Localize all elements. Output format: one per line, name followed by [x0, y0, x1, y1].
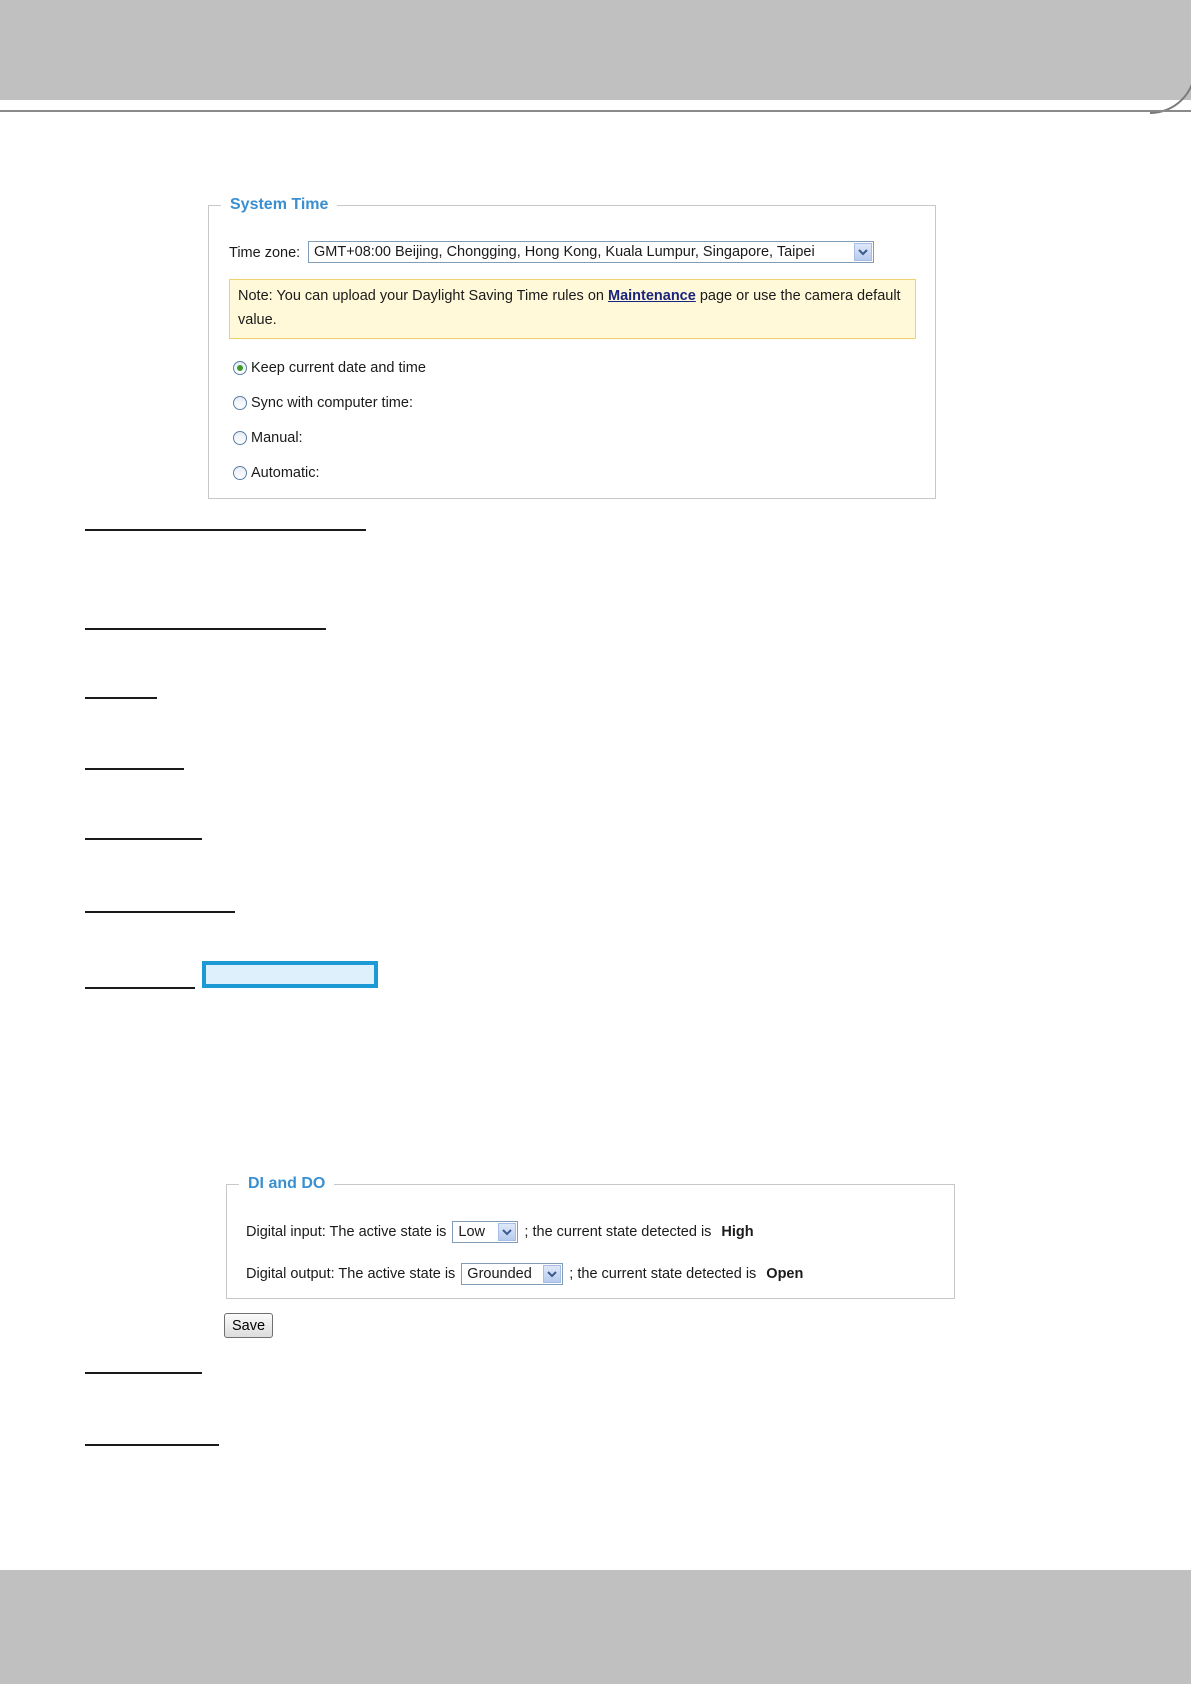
section-heading-underline — [85, 529, 366, 531]
digital-input-value: Low — [458, 1224, 486, 1240]
header-rule — [0, 110, 1191, 112]
di-do-panel — [226, 1175, 955, 1299]
section-heading-underline — [85, 1444, 219, 1446]
di-do-legend: DI and DO — [248, 1175, 326, 1192]
radio-label: Sync with computer time: — [251, 395, 413, 411]
digital-output-select[interactable] — [461, 1263, 563, 1285]
highlighted-field — [202, 961, 378, 988]
time-zone-row — [229, 245, 304, 261]
radio-button[interactable] — [233, 396, 247, 410]
page-corner-decoration — [1150, 0, 1191, 114]
radio-automatic[interactable] — [233, 465, 320, 481]
section-heading-underline — [85, 697, 157, 699]
time-zone-label: Time zone: — [229, 245, 301, 261]
note-suffix: page or use the camera default value. — [238, 288, 901, 328]
section-heading-underline — [85, 628, 326, 630]
chevron-down-icon[interactable] — [854, 243, 872, 261]
system-time-panel — [208, 196, 936, 499]
digital-input-select[interactable] — [452, 1221, 518, 1243]
radio-button[interactable] — [233, 431, 247, 445]
radio-sync-computer[interactable] — [233, 395, 413, 411]
radio-label: Manual: — [251, 430, 303, 446]
digital-output-value: Grounded — [467, 1266, 532, 1282]
page-header-band — [0, 0, 1191, 100]
note-prefix: Note: You can upload your Daylight Saving Time rules on — [238, 288, 608, 304]
section-heading-underline — [85, 1372, 202, 1374]
section-heading-underline — [85, 768, 184, 770]
page-footer-band — [0, 1570, 1191, 1684]
digital-input-row — [246, 1221, 754, 1243]
chevron-down-icon[interactable] — [498, 1223, 516, 1241]
chevron-down-icon[interactable] — [543, 1265, 561, 1283]
section-heading-underline — [85, 987, 195, 989]
dst-note — [229, 279, 916, 339]
radio-keep-current[interactable] — [233, 360, 426, 376]
digital-output-state: Open — [766, 1266, 804, 1282]
digital-output-label: Digital output: The active state is — [246, 1266, 456, 1282]
system-time-legend: System Time — [230, 196, 329, 213]
digital-input-label: Digital input: The active state is — [246, 1224, 447, 1240]
radio-manual[interactable] — [233, 430, 303, 446]
radio-label: Keep current date and time — [251, 360, 426, 376]
maintenance-link[interactable]: Maintenance — [607, 288, 696, 304]
section-heading-underline — [85, 838, 202, 840]
digital-input-state: High — [721, 1224, 754, 1240]
digital-output-row — [246, 1263, 803, 1285]
time-zone-select[interactable] — [308, 241, 874, 263]
section-heading-underline — [85, 911, 235, 913]
radio-selected-dot — [237, 365, 243, 371]
digital-output-state-label: ; the current state detected is — [569, 1266, 757, 1282]
save-button[interactable]: Save — [224, 1313, 273, 1338]
time-zone-value: GMT+08:00 Beijing, Chongging, Hong Kong, Kuala Lumpur, Singapore, Taipei — [314, 244, 815, 260]
radio-button[interactable] — [233, 361, 247, 375]
radio-button[interactable] — [233, 466, 247, 480]
radio-label: Automatic: — [251, 465, 320, 481]
digital-input-state-label: ; the current state detected is — [524, 1224, 712, 1240]
